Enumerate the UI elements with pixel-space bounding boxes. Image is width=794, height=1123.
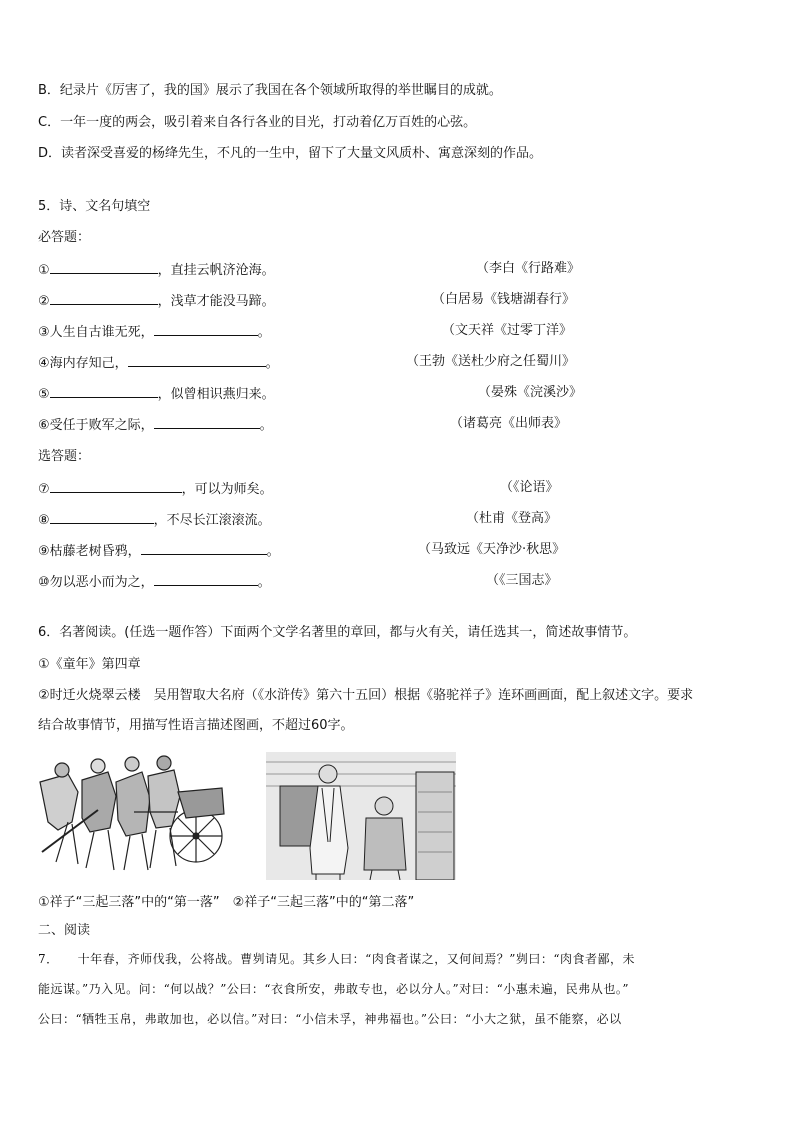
q6-title: 6．名著阅读。(任选一题作答）下面两个文学名著里的章回，都与火有关，请任选其一，简述故事情节。 bbox=[38, 625, 637, 640]
poem-prefix: ⑦ bbox=[38, 482, 50, 497]
q7-text-line-1: 7． 十年春，齐师伐我，公将战。曹刿请见。其乡人曰：“肉食者谋之，又何间焉？”刿曰：“肉食者鄙，未 bbox=[38, 952, 636, 966]
poem-suffix: 。 bbox=[257, 575, 271, 590]
comic-illustration-1 bbox=[38, 752, 226, 878]
comic-illustration-2 bbox=[266, 752, 456, 880]
answer-blank[interactable] bbox=[50, 479, 182, 493]
poem-suffix: 。 bbox=[265, 356, 279, 371]
answer-blank[interactable] bbox=[141, 541, 267, 555]
poem-prefix: ⑨枯藤老树昏鸦， bbox=[38, 544, 141, 559]
poem-source: （诸葛亮《出师表》 bbox=[450, 416, 568, 431]
answer-blank[interactable] bbox=[50, 260, 158, 274]
poem-row bbox=[38, 322, 758, 340]
poem-row bbox=[38, 415, 758, 433]
optional-label: 选答题： bbox=[38, 449, 91, 464]
poem-prefix: ② bbox=[38, 294, 50, 309]
poem-source: （文天祥《过零丁洋》 bbox=[442, 323, 573, 338]
poem-source: （李白《行路难》 bbox=[476, 261, 581, 276]
poem-source: （晏殊《浣溪沙》 bbox=[478, 385, 583, 400]
image-captions: ①祥子“三起三落”中的“第一落” ②祥子“三起三落”中的“第二落” bbox=[38, 895, 415, 910]
poem-suffix: 。 bbox=[259, 418, 273, 433]
poem-suffix: ，不尽长江滚滚流。 bbox=[153, 513, 271, 528]
poem-suffix: ，直挂云帆济沧海。 bbox=[157, 263, 275, 278]
poem-source: （白居易《钱塘湖春行》 bbox=[432, 292, 576, 307]
poem-source: （《论语》 bbox=[500, 480, 559, 495]
answer-blank[interactable] bbox=[154, 322, 258, 336]
poem-prefix: ⑧ bbox=[38, 513, 50, 528]
poem-suffix: ，可以为师矣。 bbox=[181, 482, 273, 497]
poem-row bbox=[38, 541, 758, 559]
q7-text-line-2: 能远谋。”乃入见。问：“何以战？”公曰：“衣食所安，弗敢专也，必以分人。”对曰：“小惠未遍，民弗从也。” bbox=[38, 982, 629, 996]
poem-source: （马致远《天净沙·秋思》 bbox=[418, 542, 566, 557]
poem-prefix: ⑥受任于败军之际， bbox=[38, 418, 154, 433]
poem-source: （杜甫《登高》 bbox=[466, 511, 558, 526]
option-d: D．读者深受喜爱的杨绛先生，不凡的一生中，留下了大量文风质朴、寓意深刻的作品。 bbox=[38, 146, 543, 161]
q7-text-line-3: 公曰：“牺牲玉帛，弗敢加也，必以信。”对曰：“小信未孚，神弗福也。”公曰：“小大之狱，虽不能察，必以 bbox=[38, 1012, 622, 1026]
q6-item-1: ①《童年》第四章 bbox=[38, 657, 141, 672]
option-c: C．一年一度的两会，吸引着来自各行各业的目光，打动着亿万百姓的心弦。 bbox=[38, 115, 477, 130]
answer-blank[interactable] bbox=[50, 291, 158, 305]
poem-suffix: ，似曾相识燕归来。 bbox=[157, 387, 275, 402]
q5-title: 5．诗、文名句填空 bbox=[38, 199, 151, 214]
poem-suffix: 。 bbox=[257, 325, 271, 340]
poem-row bbox=[38, 353, 758, 371]
q6-item-2-cont: 结合故事情节，用描写性语言描述图画，不超过60字。 bbox=[38, 718, 354, 733]
answer-blank[interactable] bbox=[50, 510, 154, 524]
poem-row bbox=[38, 572, 758, 590]
poem-prefix: ⑩勿以恶小而为之， bbox=[38, 575, 154, 590]
section-heading: 二、阅读 bbox=[38, 923, 91, 938]
poem-row bbox=[38, 479, 758, 497]
poem-source: （王勃《送杜少府之任蜀川》 bbox=[406, 354, 576, 369]
answer-blank[interactable] bbox=[128, 353, 266, 367]
answer-blank[interactable] bbox=[154, 572, 258, 586]
q6-item-2: ②时迁火烧翠云楼 吴用智取大名府（《水浒传》第六十五回）根据《骆驼祥子》连环画画面，配上叙述文字。要求 bbox=[38, 688, 694, 703]
answer-blank[interactable] bbox=[50, 384, 158, 398]
poem-row bbox=[38, 260, 758, 278]
poem-prefix: ③人生自古谁无死， bbox=[38, 325, 154, 340]
poem-prefix: ① bbox=[38, 263, 50, 278]
poem-suffix: ，浅草才能没马蹄。 bbox=[157, 294, 275, 309]
poem-suffix: 。 bbox=[266, 544, 280, 559]
poem-row bbox=[38, 384, 758, 402]
poem-source: （《三国志》 bbox=[486, 573, 558, 588]
answer-blank[interactable] bbox=[154, 415, 260, 429]
poem-prefix: ④海内存知己， bbox=[38, 356, 128, 371]
poem-row bbox=[38, 291, 758, 309]
poem-prefix: ⑤ bbox=[38, 387, 50, 402]
option-b: B．纪录片《厉害了，我的国》展示了我国在各个领域所取得的举世瞩目的成就。 bbox=[38, 83, 502, 98]
required-label: 必答题： bbox=[38, 230, 91, 245]
poem-row bbox=[38, 510, 758, 528]
